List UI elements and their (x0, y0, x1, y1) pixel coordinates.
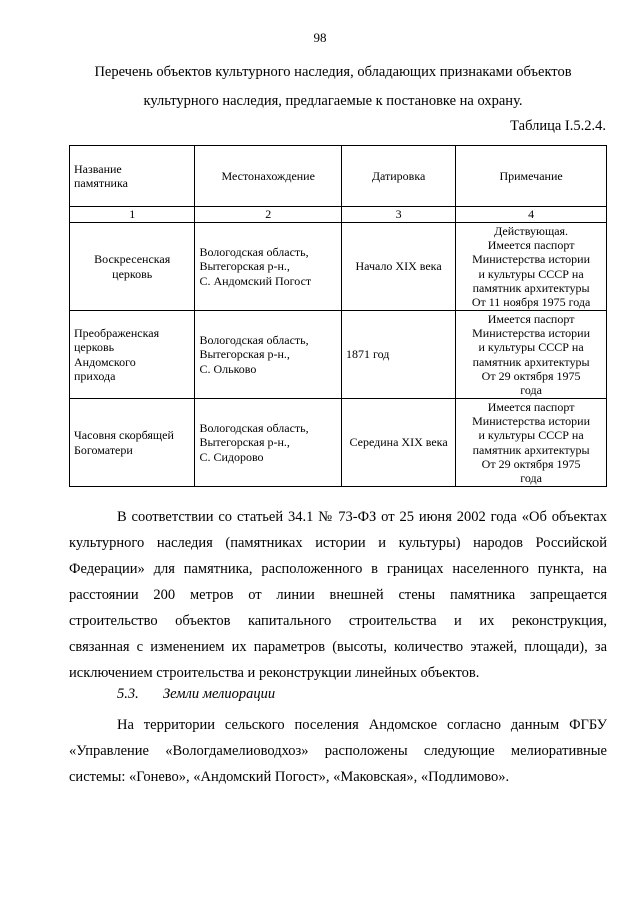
paragraph-line: исключением строительства и реконструкции линейных объектов. (69, 665, 480, 681)
monument-location: Вологодская область, Вытегорская р-н., С. Сидорово (195, 399, 342, 487)
monument-location: Вологодская область, Вытегорская р-н., С. Андомский Погост (195, 223, 342, 311)
paragraph-line: строительство объектов капитального строительства и их реконструкция, (69, 613, 607, 629)
monument-note: Действующая. Имеется паспорт Министерства истории и культуры СССР на памятник архитектуры От 11 ноября 1975 года (456, 223, 607, 311)
heritage-objects-table (69, 145, 607, 487)
monument-location: Вологодская область, Вытегорская р-н., С. Ольково (195, 311, 342, 399)
title-line-2: культурного наследия, предлагаемые к постановке на охрану. (143, 93, 523, 109)
table-row (70, 399, 607, 487)
monument-dating: Начало XIX века (342, 223, 456, 311)
paragraph-line: связанная с изменением их параметров (высоты, количество этажей, площади), за (69, 639, 607, 655)
header-dating: Датировка (342, 146, 456, 207)
paragraph-protection-zone (69, 504, 607, 686)
paragraph-line: На территории сельского поселения Андомское согласно данным ФГБУ (117, 717, 607, 733)
table-header-row (70, 146, 607, 207)
page-number: 98 (313, 30, 327, 45)
table-label: Таблица I.5.2.4. (510, 118, 606, 134)
paragraph-line: культурного наследия (памятниках истории и культуры) народов Российской (69, 535, 607, 551)
document-title (60, 58, 606, 116)
title-line-1: Перечень объектов культурного наследия, обладающих признаками объектов (94, 64, 572, 80)
header-note: Примечание (456, 146, 607, 207)
paragraph-line: системы: «Гонево», «Андомский Погост», «Маковская», «Подлимово». (69, 769, 510, 785)
header-location: Местонахождение (195, 146, 342, 207)
paragraph-line: «Управление «Вологдамелиоводхоз» расположены следующие мелиоративные (69, 743, 607, 759)
paragraph-line: расстоянии 200 метров от линии внешней стены памятника запрещается (69, 587, 607, 603)
column-number: 2 (195, 207, 342, 223)
table-row (70, 223, 607, 311)
table-row (70, 311, 607, 399)
monument-dating: 1871 год (342, 311, 456, 399)
column-number-row (70, 207, 607, 223)
column-number: 4 (456, 207, 607, 223)
monument-note: Имеется паспорт Министерства истории и культуры СССР на памятник архитектуры От 29 октября 1975 года (456, 311, 607, 399)
paragraph-line: В соответствии со статьей 34.1 № 73-ФЗ от 25 июня 2002 года «Об объектах (117, 509, 607, 525)
paragraph-melioration (69, 712, 607, 790)
monument-name: Часовня скорбящей Богоматери (70, 399, 195, 487)
header-name: Название памятника (70, 146, 195, 207)
section-number: 5.3. (117, 686, 139, 702)
monument-name: Воскресенская церковь (70, 223, 195, 311)
monument-name: Преображенская церковь Андомского прихода (70, 311, 195, 399)
monument-note: Имеется паспорт Министерства истории и культуры СССР на памятник архитектуры От 29 октября 1975 года (456, 399, 607, 487)
section-heading (117, 686, 275, 703)
column-number: 1 (70, 207, 195, 223)
monument-dating: Середина XIX века (342, 399, 456, 487)
paragraph-line: Федерации» для памятника, расположенного в границах населенного пункта, на (69, 561, 607, 577)
section-title: Земли мелиорации (163, 686, 276, 702)
column-number: 3 (342, 207, 456, 223)
